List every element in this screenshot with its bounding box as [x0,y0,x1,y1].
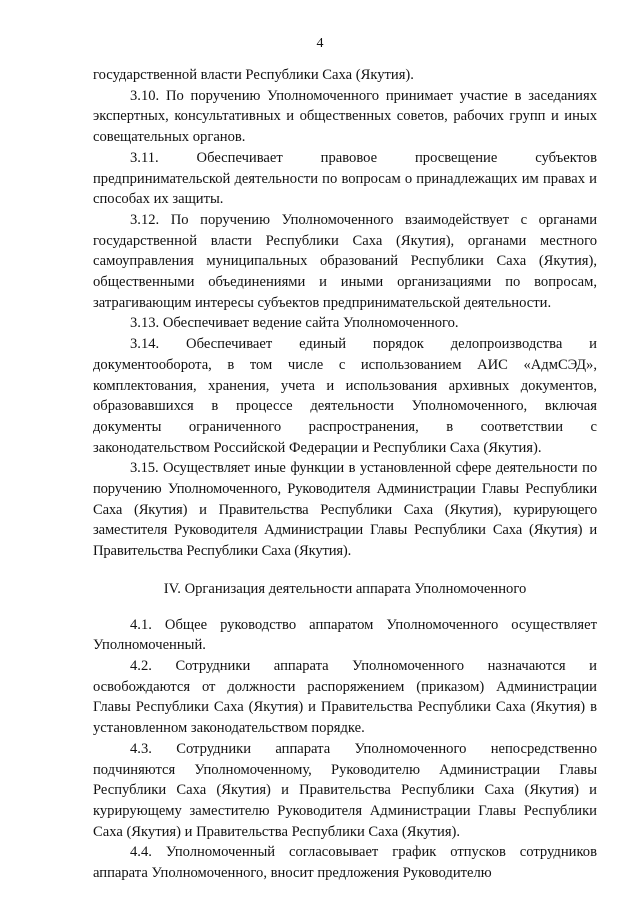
paragraph-continuation: государственной власти Республики Саха (Якутия). [93,67,414,83]
section-heading: IV. Организация деятельности аппарата Уполномоченного [163,580,527,597]
paragraph-4-3: 4.3. Сотрудники аппарата Уполномоченного непосредственно подчиняются Уполномоченному, Руководителю Администрации Главы Республики Саха (Якутия) и Правительства Республики Саха (Якутия) и курирующему заместителю Руководителя Администрации Главы Республики Саха (Якутия) и Правительства Республики Саха (Якутия). [93,740,597,840]
paragraph-4-4: 4.4. Уполномоченный согласовывает график отпусков сотрудников аппарата Уполномоченного, вносит предложения Руководителю [93,844,597,882]
paragraph-4-1: 4.1. Общее руководство аппаратом Уполномоченного осуществляет Уполномоченный. [93,616,597,654]
paragraph-4-2: 4.2. Сотрудники аппарата Уполномоченного назначаются и освобождаются от должности распоряжением (приказом) Администрации Главы Республики Саха (Якутия) и Правительства Республики Саха (Якутия) в установленном законодательством порядке. [93,657,597,737]
paragraph-3-14: 3.14. Обеспечивает единый порядок делопроизводства и документооборота, в том числе с использованием АИС «АдмСЭД», комплектования, хранения, учета и использования архивных документов, образовавшихся в процессе деятельности Уполномоченного, включая документы ограниченного распространения, в соответствии с законодательством Российской Федерации и Республики Саха (Якутия). [93,336,597,456]
page-number: 4 [316,36,324,51]
paragraph-3-15: 3.15. Осуществляет иные функции в установленной сфере деятельности по поручению Уполномоченного, Руководителя Администрации Главы Республики Саха (Якутия) и Правительства Республики Саха (Якутия), курирующего заместителя Руководителя Администрации Главы Республики Саха (Якутия) и Правительства Республики Саха (Якутия). [93,460,597,560]
paragraph-3-12: 3.12. По поручению Уполномоченного взаимодействует с органами государственной власти Республики Саха (Якутия), органами местного самоуправления муниципальных образований Республики Саха (Якутия), общественными объединениями и иными организациями по вопросам, затрагивающим интересы субъектов предпринимательской деятельности. [93,211,597,311]
paragraph-3-13: 3.13. Обеспечивает ведение сайта Уполномоченного. [130,315,459,332]
document-body [93,65,597,884]
paragraph-3-11: 3.11. Обеспечивает правовое просвещение субъектов предпринимательской деятельности по вопросам о принадлежащих им правах и способах их защиты. [93,149,597,208]
paragraph-3-10: 3.10. По поручению Уполномоченного принимает участие в заседаниях экспертных, консультативных и общественных советов, рабочих групп и иных совещательных органов. [93,87,597,146]
